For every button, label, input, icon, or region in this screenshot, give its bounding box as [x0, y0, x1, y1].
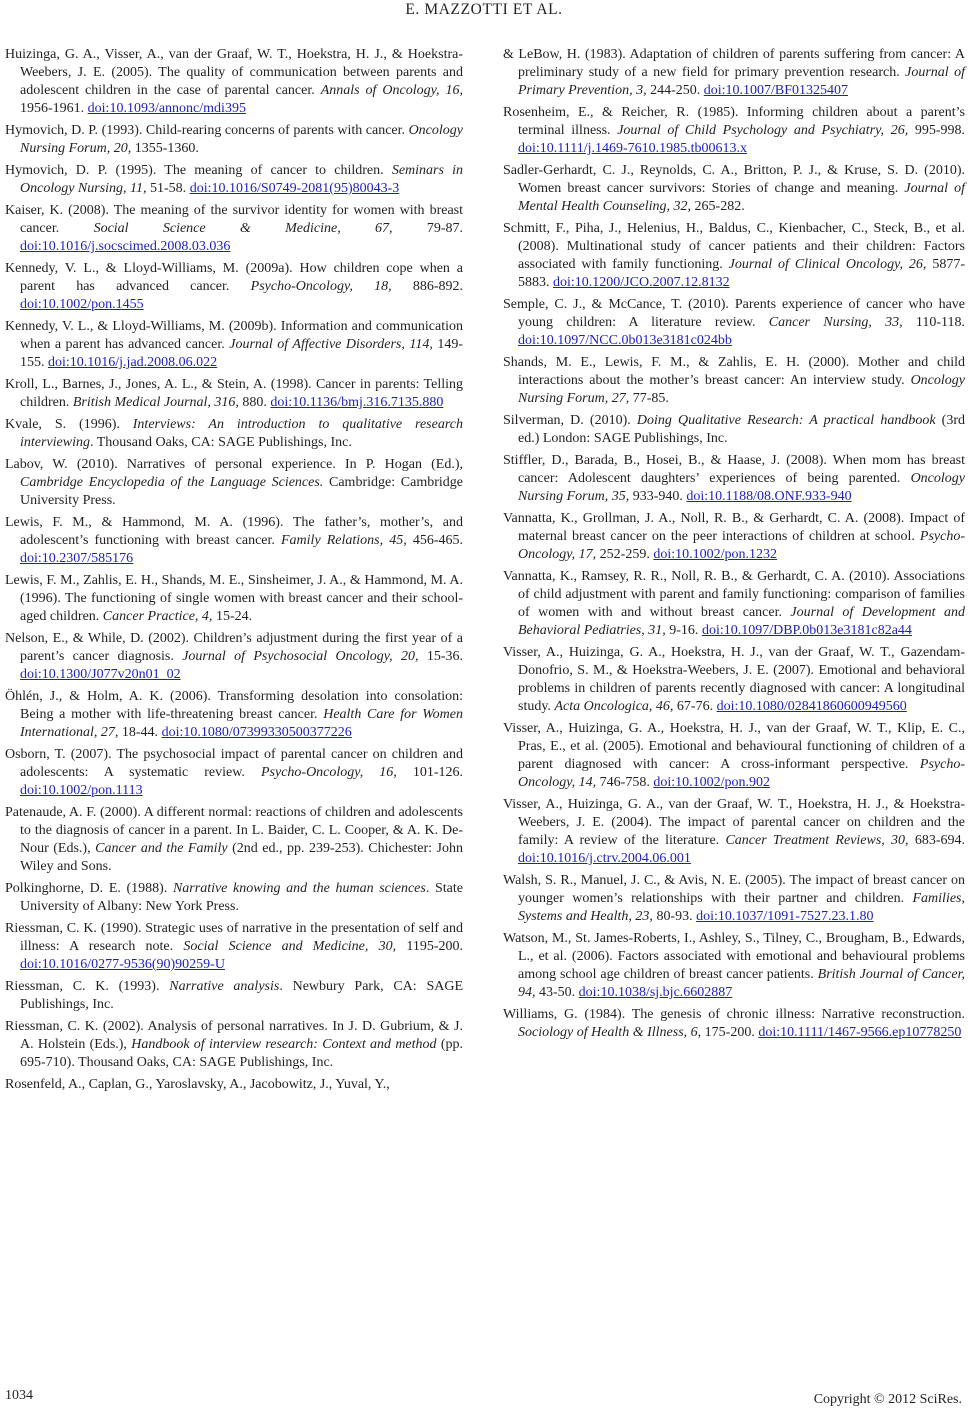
- reference-entry: [503, 162, 965, 216]
- reference-text: Öhlén, J., & Holm, A. K. (2006). Transforming desolation into consolation: Being a mother with life-threatening breast cancer.: [5, 689, 463, 722]
- reference-pages: 995-998.: [908, 123, 965, 138]
- references-right-column: [503, 46, 965, 1046]
- reference-source: Journal of Development and Behavioral Pediatries, 31,: [518, 605, 965, 638]
- reference-pages: 880.: [238, 395, 271, 410]
- reference-source: Journal of Affective Disorders, 114,: [229, 337, 433, 352]
- reference-entry: [503, 46, 965, 100]
- reference-text: Shands, M. E., Lewis, F. M., & Zahlis, E. H. (2000). Mother and child interactions about the mother’s breast cancer: An interview study.: [503, 355, 965, 388]
- reference-text: Nelson, E., & While, D. (2002). Children’s adjustment during the first year of a parent’s cancer diagnosis.: [5, 631, 463, 664]
- reference-text: Visser, A., Huizinga, G. A., van der Graaf, W. T., Hoekstra, H. J., & Hoekstra-Weebers, J. E. (2004). The impact of parental cancer on children and the family: A review of the literature.: [503, 797, 965, 848]
- reference-entry: [503, 104, 965, 158]
- reference-entry: [5, 746, 463, 800]
- reference-text: Rosenfeld, A., Caplan, G., Yaroslavsky, A., Jacobowitz, J., Yuval, Y.,: [5, 1077, 390, 1092]
- reference-text: Kennedy, V. L., & Lloyd-Williams, M. (2009b). Information and communication when a parent has advanced cancer.: [5, 319, 463, 352]
- running-header: E. MAZZOTTI ET AL.: [405, 1, 563, 18]
- reference-entry: [5, 318, 463, 372]
- reference-entry: [5, 978, 463, 1014]
- reference-text: Silverman, D. (2010).: [503, 413, 637, 428]
- reference-pages: 1195-200.: [396, 939, 463, 954]
- reference-source: Oncology Nursing Forum, 35,: [518, 471, 965, 504]
- doi-link[interactable]: doi:10.1080/07399330500377226: [161, 725, 352, 740]
- reference-source: Cancer Practice, 4,: [102, 609, 213, 624]
- reference-text: Kvale, S. (1996).: [5, 417, 133, 432]
- reference-pages: 43-50.: [535, 985, 579, 1000]
- reference-entry: [503, 452, 965, 506]
- reference-pages: 101-126.: [396, 765, 464, 780]
- reference-text: Semple, C. J., & McCance, T. (2010). Parents experience of cancer who have young children: A literature review.: [503, 297, 965, 330]
- reference-entry: [5, 202, 463, 256]
- reference-text: Lewis, F. M., & Hammond, M. A. (1996). The father’s, mother’s, and adolescent’s functioning with breast cancer.: [5, 515, 463, 548]
- reference-pages: 933-940.: [629, 489, 687, 504]
- reference-source: British Journal of Cancer, 94,: [518, 967, 965, 1000]
- reference-entry: [503, 412, 965, 448]
- reference-source: Interviews: An introduction to qualitative research interviewing: [20, 417, 463, 450]
- reference-source: Psycho-Oncology, 17,: [518, 529, 965, 562]
- reference-entry: [503, 220, 965, 292]
- reference-text: Patenaude, A. F. (2000). A different normal: reactions of children and adolescents to the diagnosis of cancer in a parent. In L. Baider, C. L. Cooper, & A. K. De-Nour (Eds.),: [5, 805, 463, 856]
- doi-link[interactable]: doi:10.1080/02841860600949560: [716, 699, 907, 714]
- doi-link[interactable]: doi:10.1016/S0749-2081(95)80043-3: [189, 181, 400, 196]
- reference-entry: [5, 804, 463, 876]
- reference-text: & LeBow, H. (1983). Adaptation of children of parents suffering from cancer: A preliminary study of a new field for primary prevention research.: [503, 47, 965, 80]
- reference-text: Vannatta, K., Grollman, J. A., Noll, R. B., & Gerhardt, C. A. (2008). Impact of maternal breast cancer on the peer interactions of children at school.: [503, 511, 965, 544]
- doi-link[interactable]: doi:10.1002/pon.1113: [20, 783, 143, 798]
- reference-source: Annals of Oncology, 16,: [320, 83, 463, 98]
- reference-entry: [5, 416, 463, 452]
- doi-link[interactable]: doi:10.1097/NCC.0b013e3181c024bb: [518, 333, 732, 348]
- reference-entry: [503, 568, 965, 640]
- reference-text: Hymovich, D. P. (1993). Child-rearing concerns of parents with cancer.: [5, 123, 409, 138]
- reference-text: Schmitt, F., Piha, J., Helenius, H., Baldus, C., Kienbacher, C., Steck, B., et al. (2008). Multinational study of cancer patients and their children: Factors associated with family functioning.: [503, 221, 965, 272]
- reference-text: Lewis, F. M., Zahlis, E. H., Shands, M. E., Sinsheimer, J. A., & Hammond, M. A. (1996). The functioning of single women with breast cancer and their school-aged children.: [5, 573, 463, 624]
- reference-text: Kaiser, K. (2008). The meaning of the survivor identity for women with breast cancer.: [5, 203, 463, 236]
- reference-pages: 1956-1961.: [20, 101, 88, 116]
- doi-link[interactable]: doi:10.1002/pon.1232: [653, 547, 777, 562]
- reference-pages: 51-58.: [146, 181, 190, 196]
- reference-source: Families, Systems and Health, 23,: [518, 891, 965, 924]
- reference-source: Journal of Primary Prevention, 3,: [518, 65, 965, 98]
- reference-entry: [503, 872, 965, 926]
- reference-entry: [5, 376, 463, 412]
- reference-pages: (2nd ed., pp. 239-253). Chichester: John Wiley and Sons.: [20, 841, 463, 874]
- reference-source: Journal of Psychosocial Oncology, 20,: [182, 649, 419, 664]
- reference-pages: . State University of Albany: New York Press.: [20, 881, 463, 914]
- doi-link[interactable]: doi:10.1097/DBP.0b013e3181c82a44: [701, 623, 912, 638]
- doi-link[interactable]: doi:10.1111/j.1469-7610.1985.tb00613.x: [518, 141, 748, 156]
- reference-pages: 1355-1360.: [131, 141, 199, 156]
- doi-link[interactable]: doi:10.1016/j.socscimed.2008.03.036: [20, 239, 231, 254]
- reference-pages: 15-36.: [418, 649, 463, 664]
- reference-pages: 80-93.: [652, 909, 697, 924]
- reference-pages: 79-87.: [392, 221, 463, 236]
- reference-text: Watson, M., St. James-Roberts, I., Ashley, S., Tilney, C., Brougham, B., Edwards, L., et al. (2006). Factors associated with emotional and behavioural problems among school age children of breast cancer patients.: [503, 931, 965, 982]
- reference-entry: [5, 162, 463, 198]
- page-number: 1034: [5, 1388, 33, 1403]
- reference-pages: 15-24.: [212, 609, 253, 624]
- reference-entry: [503, 296, 965, 350]
- reference-entry: [5, 1018, 463, 1072]
- doi-link[interactable]: doi:10.1136/bmj.316.7135.880: [270, 395, 444, 410]
- reference-pages: 67-76.: [673, 699, 717, 714]
- reference-text: Huizinga, G. A., Visser, A., van der Graaf, W. T., Hoekstra, H. J., & Hoekstra-Weebers, J. E. (2005). The quality of communication between parents and adolescent children in the case of parental cancer.: [5, 47, 463, 98]
- doi-link[interactable]: doi:10.1300/J077v20n01_02: [20, 667, 181, 682]
- reference-text: Sadler-Gerhardt, C. J., Reynolds, C. A., Britton, P. J., & Kruse, S. D. (2010). Women breast cancer survivors: Stories of change and meaning.: [503, 163, 965, 196]
- reference-pages: 77-85.: [629, 391, 669, 406]
- reference-text: Polkinghorne, D. E. (1988).: [5, 881, 173, 896]
- reference-entry: [503, 510, 965, 564]
- doi-link[interactable]: doi:10.1016/j.jad.2008.06.022: [48, 355, 218, 370]
- reference-source: Doing Qualitative Research: A practical handbook: [636, 413, 936, 428]
- reference-source: Social Science & Medicine, 67,: [93, 221, 393, 236]
- doi-link[interactable]: doi:10.2307/585176: [20, 551, 134, 566]
- reference-text: Visser, A., Huizinga, G. A., Hoekstra, H. J., van der Graaf, W. T., Klip, E. C., Pras, E., et al. (2005). Emotional and behavioural functioning of children of a parent diagnosed with cancer: A cross-informant perspective.: [503, 721, 965, 772]
- reference-text: Labov, W. (2010). Narratives of personal experience. In P. Hogan (Ed.),: [5, 457, 463, 472]
- reference-pages: 265-282.: [691, 199, 745, 214]
- reference-entry: [5, 122, 463, 158]
- references-left-column: [5, 46, 463, 1098]
- reference-source: Journal of Child Psychology and Psychiatry, 26,: [617, 123, 909, 138]
- reference-source: Psycho-Oncology, 14,: [518, 757, 965, 790]
- reference-entry: [5, 920, 463, 974]
- reference-pages: 175-200.: [701, 1025, 759, 1040]
- reference-entry: [5, 1076, 463, 1094]
- reference-source: Seminars in Oncology Nursing, 11,: [20, 163, 463, 196]
- reference-source: Cancer Treatment Reviews, 30,: [725, 833, 909, 848]
- reference-text: Riessman, C. K. (1993).: [5, 979, 170, 994]
- reference-entry: [5, 46, 463, 118]
- reference-text: Kroll, L., Barnes, J., Jones, A. L., & Stein, A. (1998). Cancer in parents: Telling children.: [5, 377, 463, 410]
- reference-text: Stiffler, D., Barada, B., Hosei, B., & Haase, J. (2008). When mom has breast cancer: Adolescent daughters’ experiences of being parented.: [503, 453, 965, 486]
- doi-link[interactable]: doi:10.1002/pon.1455: [20, 297, 144, 312]
- reference-source: Social Science and Medicine, 30,: [183, 939, 397, 954]
- doi-link[interactable]: doi:10.1188/08.ONF.933-940: [686, 489, 852, 504]
- copyright-notice: Copyright © 2012 SciRes.: [813, 1392, 962, 1407]
- reference-source: Psycho-Oncology, 16,: [260, 765, 397, 780]
- reference-pages: 110-118.: [902, 315, 965, 330]
- reference-pages: 886-892.: [391, 279, 463, 294]
- reference-pages: 149-155.: [20, 337, 464, 370]
- reference-entry: [5, 260, 463, 314]
- reference-pages: 5877-5883.: [518, 257, 965, 290]
- reference-pages: 244-250.: [646, 83, 704, 98]
- reference-entry: [5, 572, 463, 626]
- reference-source: Acta Oncologica, 46,: [554, 699, 674, 714]
- reference-text: Kennedy, V. L., & Lloyd-Williams, M. (2009a). How children cope when a parent has advanced cancer.: [5, 261, 463, 294]
- reference-pages: Cambridge: Cambridge University Press.: [20, 475, 463, 508]
- doi-link[interactable]: doi:10.1016/j.ctrv.2004.06.001: [518, 851, 691, 866]
- reference-source: British Medical Journal, 316,: [72, 395, 239, 410]
- reference-pages: 18-44.: [118, 725, 162, 740]
- doi-link[interactable]: doi:10.1111/1467-9566.ep10778250: [758, 1025, 962, 1040]
- reference-text: Hymovich, D. P. (1995). The meaning of cancer to children.: [5, 163, 392, 178]
- doi-link[interactable]: doi:10.1016/0277-9536(90)90259-U: [20, 957, 225, 972]
- reference-entry: [5, 880, 463, 916]
- reference-entry: [5, 630, 463, 684]
- reference-source: Oncology Nursing Forum, 27,: [518, 373, 965, 406]
- reference-source: Oncology Nursing Forum, 20,: [20, 123, 463, 156]
- doi-link[interactable]: doi:10.1037/1091-7527.23.1.80: [696, 909, 874, 924]
- reference-pages: (3rd ed.) London: SAGE Publishings, Inc.: [518, 413, 965, 446]
- doi-link[interactable]: doi:10.1038/sj.bjc.6602887: [578, 985, 733, 1000]
- reference-pages: 746-758.: [596, 775, 654, 790]
- doi-link[interactable]: doi:10.1200/JCO.2007.12.8132: [553, 275, 730, 290]
- reference-pages: 252-259.: [596, 547, 654, 562]
- reference-text: Riessman, C. K. (1990). Strategic uses of narrative in the presentation of self and illness: A research note.: [5, 921, 463, 954]
- reference-source: Handbook of interview research: Context and method: [131, 1037, 437, 1052]
- reference-source: Health Care for Women International, 27,: [20, 707, 464, 740]
- reference-source: Cancer Nursing, 33,: [768, 315, 903, 330]
- reference-text: Riessman, C. K. (2002). Analysis of personal narratives. In J. D. Gubrium, & J. A. Holstein (Eds.),: [5, 1019, 463, 1052]
- reference-pages: 683-694.: [908, 833, 965, 848]
- reference-entry: [5, 456, 463, 510]
- doi-link[interactable]: doi:10.1007/BF01325407: [703, 83, 849, 98]
- reference-source: Cambridge Encyclopedia of the Language Sciences.: [20, 475, 324, 490]
- reference-source: Journal of Mental Health Counseling, 32,: [518, 181, 965, 214]
- reference-entry: [503, 796, 965, 868]
- reference-text: Vannatta, K., Ramsey, R. R., Noll, R. B., & Gerhardt, C. A. (2010). Associations of child adjustment with parent and family functioning: comparison of families of women with and without breast cancer.: [503, 569, 965, 620]
- reference-pages: . Thousand Oaks, CA: SAGE Publishings, Inc.: [90, 435, 352, 450]
- reference-pages: 9-16.: [665, 623, 702, 638]
- reference-source: Cancer and the Family: [95, 841, 228, 856]
- reference-entry: [503, 1006, 965, 1042]
- reference-entry: [503, 354, 965, 408]
- reference-entry: [5, 688, 463, 742]
- doi-link[interactable]: doi:10.1093/annonc/mdi395: [87, 101, 246, 116]
- reference-entry: [503, 930, 965, 1002]
- reference-pages: . Newbury Park, CA: SAGE Publishings, Inc.: [20, 979, 463, 1012]
- reference-text: Visser, A., Huizinga, G. A., Hoekstra, H. J., van der Graaf, W. T., Gazendam-Donofrio, S. M., & Hoekstra-Weebers, J. E. (2007). Emotional and behavioral problems in children of parents recently diagnosed with cancer: A longitudinal study.: [503, 645, 965, 714]
- reference-source: Sociology of Health & Illness, 6,: [518, 1025, 702, 1040]
- reference-source: Family Relations, 45,: [281, 533, 407, 548]
- reference-entry: [5, 514, 463, 568]
- reference-text: Walsh, S. R., Manuel, J. C., & Avis, N. E. (2005). The impact of breast cancer on younger women’s relationships with their partner and children.: [503, 873, 965, 906]
- doi-link[interactable]: doi:10.1002/pon.902: [653, 775, 770, 790]
- reference-entry: [503, 644, 965, 716]
- reference-text: Rosenheim, E., & Reicher, R. (1985). Informing children about a parent’s terminal illness.: [503, 105, 965, 138]
- reference-source: Psycho-Oncology, 18,: [250, 279, 392, 294]
- reference-source: Journal of Clinical Oncology, 26,: [728, 257, 927, 272]
- reference-text: Osborn, T. (2007). The psychosocial impact of parental cancer on children and adolescents: A systematic review.: [5, 747, 463, 780]
- reference-source: Narrative knowing and the human sciences: [172, 881, 426, 896]
- reference-pages: (pp. 695-710). Thousand Oaks, CA: SAGE Publishings, Inc.: [20, 1037, 463, 1070]
- reference-text: Williams, G. (1984). The genesis of chronic illness: Narrative reconstruction.: [503, 1007, 965, 1022]
- reference-entry: [503, 720, 965, 792]
- reference-source: Narrative analysis: [169, 979, 280, 994]
- reference-pages: 456-465.: [406, 533, 463, 548]
